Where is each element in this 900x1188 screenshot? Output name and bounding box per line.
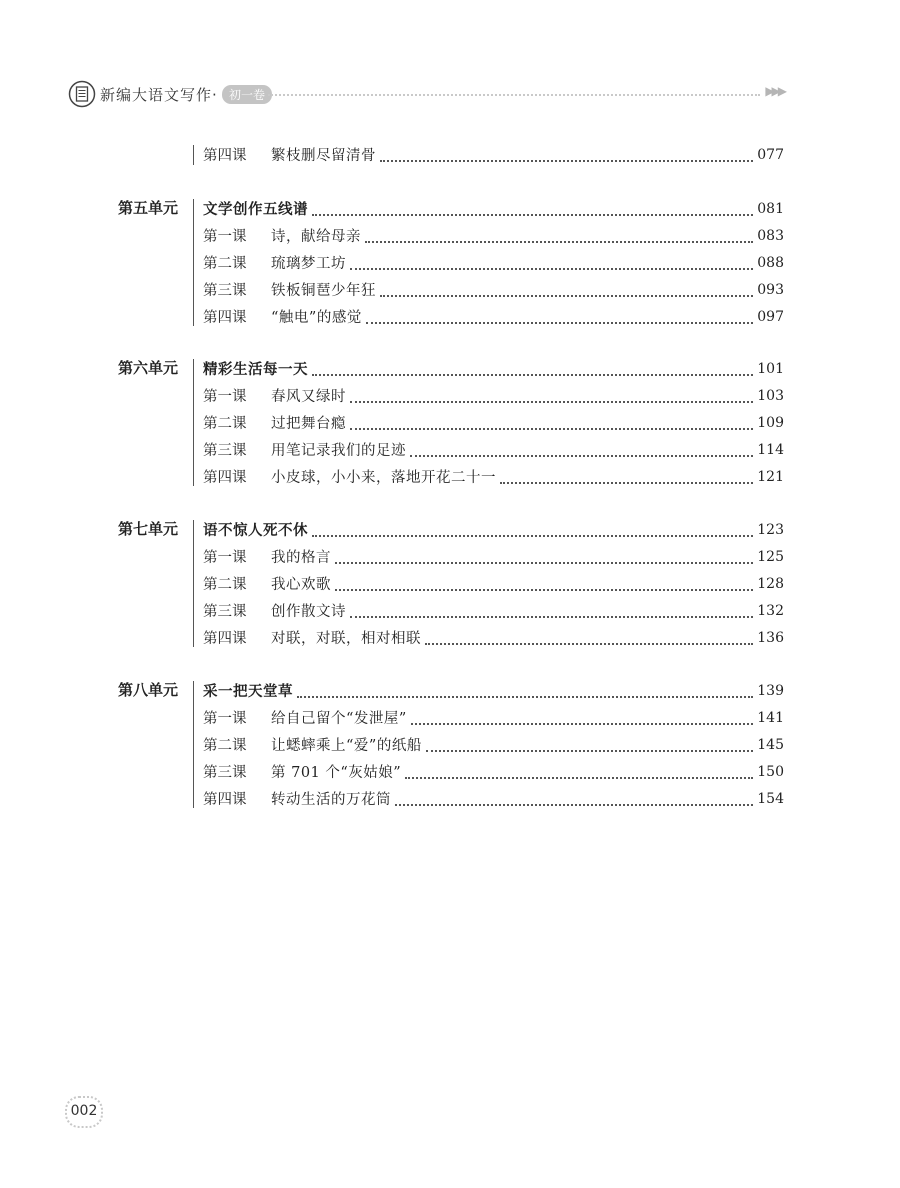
lesson-title: 春风又绿时 xyxy=(271,389,346,405)
lesson-title: 用笔记录我们的足迹 xyxy=(271,443,406,459)
page-ref: 145 xyxy=(757,736,784,753)
page-ref: 136 xyxy=(757,629,784,646)
dot-leader xyxy=(350,428,753,430)
toc-lesson-row[interactable] xyxy=(203,249,784,276)
lesson-number: 第三课 xyxy=(203,443,247,459)
page-number-text: 002 xyxy=(70,1103,98,1119)
page-ref: 139 xyxy=(757,682,784,699)
toc-lesson-row[interactable] xyxy=(203,597,784,624)
lesson-number: 第三课 xyxy=(203,283,247,299)
unit-divider xyxy=(193,681,194,808)
lesson-title: “触电”的感觉 xyxy=(271,310,362,326)
toc-lesson-row[interactable] xyxy=(203,222,784,249)
toc-lesson-row[interactable] xyxy=(203,409,784,436)
lesson-title: 琉璃梦工坊 xyxy=(271,256,346,272)
lesson-title: 诗，献给母亲 xyxy=(271,229,361,245)
toc-unit-row[interactable] xyxy=(203,516,784,543)
volume-badge: 初一卷 xyxy=(222,85,272,104)
unit-divider xyxy=(193,520,194,647)
page-ref: 109 xyxy=(757,414,784,431)
toc-unit-row[interactable] xyxy=(203,195,784,222)
page-ref: 114 xyxy=(757,441,784,458)
dot-leader xyxy=(312,374,753,376)
dot-leader xyxy=(350,268,753,270)
lesson-title: 给自己留个“发泄屋” xyxy=(271,711,407,727)
toc-lesson-row[interactable] xyxy=(203,436,784,463)
lesson-number: 第四课 xyxy=(203,470,247,486)
page-ref: 101 xyxy=(757,360,784,377)
unit-title: 文学创作五线谱 xyxy=(203,202,308,218)
dot-leader xyxy=(395,804,753,806)
lesson-title: 创作散文诗 xyxy=(271,604,346,620)
dot-leader xyxy=(425,643,753,645)
header-dotted-rule xyxy=(268,94,760,96)
page-ref: 077 xyxy=(757,146,784,163)
page-ref: 103 xyxy=(757,387,784,404)
dot-leader xyxy=(410,455,753,457)
unit-divider xyxy=(193,199,194,326)
lesson-number: 第四课 xyxy=(203,631,247,647)
unit-title: 语不惊人死不休 xyxy=(203,523,308,539)
lesson-title: 让蟋蟀乘上“爱”的纸船 xyxy=(271,738,422,754)
lesson-title: 铁板铜琶少年狂 xyxy=(271,283,376,299)
page-ref: 081 xyxy=(757,200,784,217)
unit-label: 第七单元 xyxy=(118,520,179,538)
toc-lesson-row[interactable] xyxy=(203,276,784,303)
dot-leader xyxy=(312,535,753,537)
dot-leader xyxy=(380,295,753,297)
page-ref: 083 xyxy=(757,227,784,244)
dot-leader xyxy=(411,723,753,725)
toc-lesson-row[interactable] xyxy=(203,570,784,597)
unit-label: 第五单元 xyxy=(118,199,179,217)
lesson-number: 第三课 xyxy=(203,604,247,620)
lesson-title: 我心欢歌 xyxy=(271,577,331,593)
lesson-number: 第一课 xyxy=(203,550,247,566)
toc-lesson-row[interactable] xyxy=(203,704,784,731)
toc-lesson-row[interactable] xyxy=(203,785,784,812)
dot-leader xyxy=(312,214,753,216)
lesson-number: 第二课 xyxy=(203,416,247,432)
page-ref: 125 xyxy=(757,548,784,565)
page-ref: 132 xyxy=(757,602,784,619)
page-ref: 097 xyxy=(757,308,784,325)
toc-lesson-row[interactable] xyxy=(203,382,784,409)
dot-leader xyxy=(426,750,753,752)
lesson-title: 第 701 个“灰姑娘” xyxy=(271,765,402,781)
lesson-number: 第二课 xyxy=(203,577,247,593)
lesson-title: 过把舞台瘾 xyxy=(271,416,346,432)
unit-label: 第八单元 xyxy=(118,681,179,699)
unit-divider xyxy=(193,359,194,486)
toc-unit-row[interactable] xyxy=(203,677,784,704)
lesson-title: 对联，对联，相对相联 xyxy=(271,631,421,647)
dot-leader xyxy=(365,241,753,243)
toc-lesson-row[interactable] xyxy=(203,303,784,330)
dot-leader xyxy=(500,482,753,484)
toc-unit-row[interactable] xyxy=(203,355,784,382)
lesson-number: 第四课 xyxy=(203,310,247,326)
unit-label: 第六单元 xyxy=(118,359,179,377)
lesson-number: 第二课 xyxy=(203,738,247,754)
page-ref: 121 xyxy=(757,468,784,485)
page-ref: 154 xyxy=(757,790,784,807)
lesson-title: 繁枝删尽留清骨 xyxy=(271,148,376,164)
lesson-number: 第四课 xyxy=(203,148,247,164)
toc-lesson-row[interactable] xyxy=(203,463,784,490)
lesson-number: 第一课 xyxy=(203,389,247,405)
toc-lesson-row[interactable] xyxy=(203,624,784,651)
lesson-number: 第四课 xyxy=(203,792,247,808)
dot-leader xyxy=(366,322,753,324)
dot-leader xyxy=(350,401,753,403)
lesson-title: 小皮球，小小来，落地开花二十一 xyxy=(271,470,496,486)
book-icon xyxy=(68,80,96,108)
page-ref: 093 xyxy=(757,281,784,298)
toc-lesson-row[interactable] xyxy=(203,141,784,168)
toc-lesson-row[interactable] xyxy=(203,758,784,785)
unit-title: 精彩生活每一天 xyxy=(203,362,308,378)
dot-leader xyxy=(350,616,753,618)
page-ref: 088 xyxy=(757,254,784,271)
page-number xyxy=(64,1095,104,1129)
dot-leader xyxy=(380,160,753,162)
dot-leader xyxy=(405,777,753,779)
book-title: 新编大语文写作· xyxy=(100,86,218,104)
running-header xyxy=(68,80,784,110)
dot-leader xyxy=(335,562,753,564)
toc-lesson-row[interactable] xyxy=(203,731,784,758)
lesson-number: 第一课 xyxy=(203,711,247,727)
lesson-number: 第二课 xyxy=(203,256,247,272)
page-ref: 123 xyxy=(757,521,784,538)
arrow-icon: ▶▶▶ xyxy=(765,84,784,98)
page-ref: 141 xyxy=(757,709,784,726)
toc-lesson-row[interactable] xyxy=(203,543,784,570)
lesson-title: 我的格言 xyxy=(271,550,331,566)
lesson-number: 第一课 xyxy=(203,229,247,245)
dot-leader xyxy=(297,696,753,698)
page-ref: 128 xyxy=(757,575,784,592)
page-ref: 150 xyxy=(757,763,784,780)
unit-divider xyxy=(193,145,194,165)
unit-title: 采一把天堂草 xyxy=(203,684,293,700)
lesson-title: 转动生活的万花筒 xyxy=(271,792,391,808)
lesson-number: 第三课 xyxy=(203,765,247,781)
dot-leader xyxy=(335,589,753,591)
